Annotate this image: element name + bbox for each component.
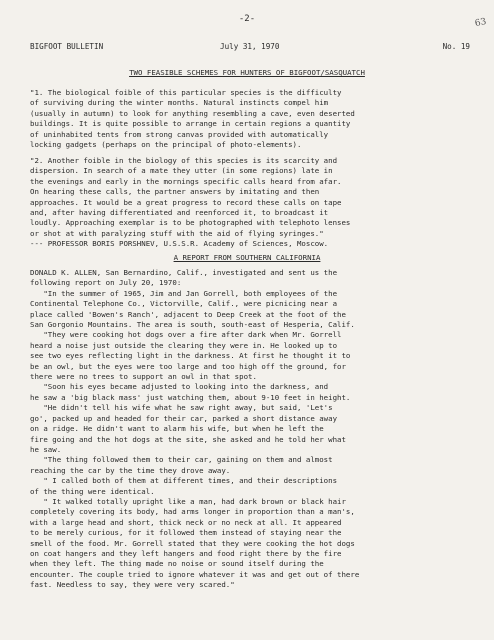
text-line: DONALD K. ALLEN, San Bernardino, Calif., investigated and sent us the: [30, 268, 338, 277]
text-line: following report on July 20, 1970:: [30, 278, 182, 288]
text-line: when they left. The thing made no noise or sound itself during the: [30, 559, 324, 569]
text-line: reaching the car by the time they drove away.: [30, 465, 231, 475]
section2-report-body: [30, 268, 475, 591]
text-line: dispersion. In search of a mate they utter (in some regions) late in: [30, 166, 333, 176]
handwritten-corner-mark: 63: [473, 16, 487, 30]
text-line: on coat hangers and they left hangers and food right there by the fire: [30, 548, 342, 558]
text-line: loudly. Approaching exemplar is to be photographed with telephoto lenses: [30, 218, 351, 228]
text-line: place called 'Bowen's Ranch', adjacent to Deep Creek at the foot of the: [30, 309, 346, 319]
text-line: locking gadgets (perhaps on the principal of photo-elements).: [30, 140, 302, 150]
text-line: see two eyes reflecting light in the darkness. At first he thought it to: [30, 351, 351, 361]
text-line: "He didn't tell his wife what he saw right away, but said, 'Let's: [30, 403, 333, 413]
text-line: of the thing were identical.: [30, 486, 155, 496]
text-line: (usually in autumn) to look for anything resembling a cave, even deserted: [30, 108, 355, 118]
header-publication: BIGFOOT BULLETIN: [30, 42, 104, 51]
text-line: completely covering its body, had arms longer in proportion than a man's,: [30, 507, 355, 517]
text-line: heard a noise just outside the clearing they were in. He looked up to: [30, 340, 338, 350]
section1-paragraph-1: [30, 88, 475, 150]
header-date: July 31, 1970: [220, 42, 280, 51]
text-line: of uninhabited tents from strong canvas provided with automatically: [30, 129, 329, 139]
text-line: the evenings and early in the mornings specific calls heard from afar.: [30, 176, 342, 186]
text-line: encounter. The couple tried to ignore whatever it was and get out of there: [30, 569, 360, 579]
text-line: "The thing followed them to their car, gaining on them and almost: [30, 455, 333, 465]
text-line: "1. The biological foible of this particular species is the difficulty: [30, 88, 342, 97]
text-line: on a ridge. He didn't want to alarm his wife, but when he left the: [30, 424, 324, 434]
text-line: or shot at with paralyzing stuff with the aid of flying syringes.": [30, 228, 324, 238]
text-line: be an owl, but the eyes were too large and too high off the ground, for: [30, 361, 346, 371]
text-line: and, after having differentiated and reenforced it, to broadcast it: [30, 208, 329, 218]
text-line: go', packed up and headed for their car, parked a short distance away: [30, 413, 338, 423]
text-line: to be merely curious, for it followed them instead of staying near the: [30, 528, 342, 538]
section2-title: A REPORT FROM SOUTHERN CALIFORNIA: [173, 253, 321, 262]
text-line: " I called both of them at different times, and their descriptions: [30, 476, 338, 486]
text-line: "2. Another foible in the biology of this species is its scarcity and: [30, 156, 338, 165]
text-line: he saw.: [30, 444, 62, 454]
text-line: there were no trees to support an owl in that spot.: [30, 372, 257, 382]
text-line: --- PROFESSOR BORIS PORSHNEV, U.S.S.R. Academy of Sciences, Moscow.: [30, 239, 329, 249]
section1-paragraph-2: [30, 156, 475, 250]
text-line: San Gorgonio Mountains. The area is south, south-east of Hesperia, Calif.: [30, 320, 355, 330]
text-line: smell of the food. Mr. Gorrell stated that they were cooking the hot dogs: [30, 538, 355, 548]
page-number: -2-: [238, 14, 256, 24]
text-line: fire going and the hot dogs at the site, she asked and he told her what: [30, 434, 346, 444]
text-line: approaches. It would be a great progress to record these calls on tape: [30, 197, 342, 207]
text-line: Continental Telephone Co., Victorville, Calif., were picnicing near a: [30, 299, 338, 309]
text-line: fast. Needless to say, they were very scared.": [30, 580, 235, 590]
text-line: he saw a 'big black mass' just watching them, about 9-10 feet in height.: [30, 392, 351, 402]
text-line: of surviving during the winter months. Natural instincts compel him: [30, 98, 329, 108]
text-line: On hearing these calls, the partner answers by imitating and then: [30, 187, 320, 197]
text-line: "In the summer of 1965, Jim and Jan Gorrell, both employees of the: [30, 288, 338, 298]
text-line: "They were cooking hot dogs over a fire after dark when Mr. Gorrell: [30, 330, 342, 340]
header-issue: No. 19: [442, 42, 470, 51]
text-line: with a large head and short, thick neck or no neck at all. It appeared: [30, 517, 342, 527]
text-line: buildings. It is quite possible to arrange in certain regions a quantity: [30, 119, 351, 129]
text-line: "Soon his eyes became adjusted to looking into the darkness, and: [30, 382, 329, 392]
section1-title: TWO FEASIBLE SCHEMES FOR HUNTERS OF BIGFOOT/SASQUATCH: [129, 68, 365, 77]
text-line: " It walked totally upright like a man, had dark brown or black hair: [30, 496, 346, 506]
